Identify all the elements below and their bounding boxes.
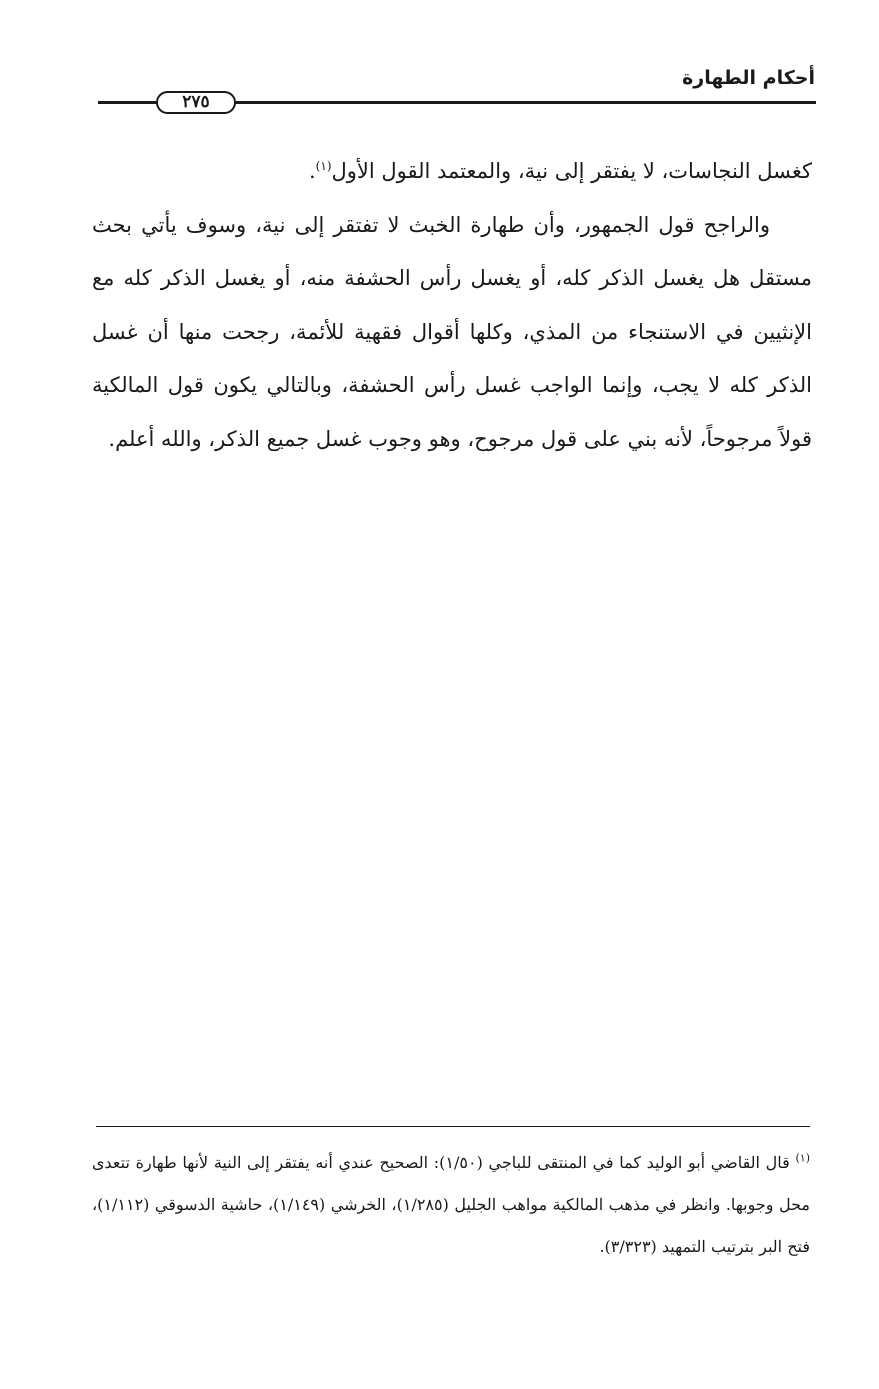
paragraph-2: والراجح قول الجمهور، وأن طهارة الخبث لا تفتقر إلى نية، وسوف يأتي بحث مستقل هل يغسل الذكر كله، أو يغسل رأس الحشفة منه، أو يغسل الذكر كله مع الإنثيين في الاستنجاء من المذي، وكلها أقوال فقهية للأئمة، رجحت منها أن غسل الذكر كله لا يجب، وإنما الواجب غسل رأس الحشفة، وبالتالي يكون قول المالكية قولاً مرجوحاً، لأنه بني على قول مرجوح، وهو وجوب غسل جميع الذكر، والله أعلم. <box>92 212 812 451</box>
page-number: ٢٧٥ <box>156 91 236 114</box>
footnote-text: قال القاضي أبو الوليد كما في المنتقى للباجي (١/٥٠): الصحيح عندي أنه يفتقر إلى النية لأنها طهارة تتعدى محل وجوبها. وانظر في مذهب المالكية مواهب الجليل (١/٢٨٥)، الخرشي (١/١٤٩)، حاشية الدسوقي (١/١١٢)، فتح البر بترتيب التمهيد (٣/٣٢٣). <box>92 1153 810 1256</box>
footnote-marker: (١) <box>795 1151 811 1165</box>
footnote-separator <box>96 1126 810 1127</box>
main-text <box>92 145 812 466</box>
paragraph-1-text: كغسل النجاسات، لا يفتقر إلى نية، والمعتمد القول الأول <box>331 159 812 183</box>
paragraph-1 <box>92 145 812 199</box>
running-header-title: أحكام الطهارة <box>682 67 815 89</box>
footnote-reference: (١) <box>315 159 332 173</box>
paragraph-1-end: . <box>308 159 316 183</box>
footnote-1 <box>92 1142 810 1268</box>
